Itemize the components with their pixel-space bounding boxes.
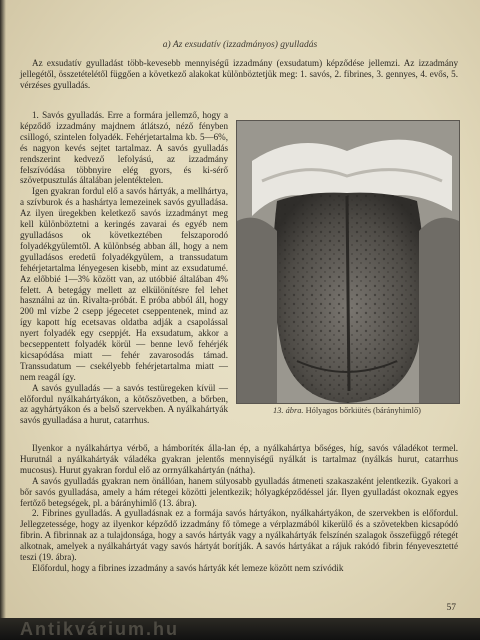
figure-photo <box>236 120 460 404</box>
watermark-text: Antikvárium.hu <box>20 619 180 639</box>
column-paragraph: 1. Savós gyulladás. Erre a formára jellemző, hogy a képződő izzadmány majdnem átlátszó, néző fényben csillogó, szintelen folyadék. Fehérjetartalma kb. 5—6%, és nagyon kevés sejtet tartalmaz. A savós gyulladás rendszerint kedvező lefolyású, az izzadmány felszívódása többnyire elég gyors, és ki-sérő szövetpusztulás általában jelentéktelen. <box>20 110 228 186</box>
body-paragraph: A savós gyulladás gyakran nem önállóan, hanem súlyosabb gyulladás átmeneti szakaszaként jelentkezik. Gyakori a bőr savós gyulladása, amely a hám rétegei közötti jelentkezik; hólyagképződéssel jár. Ilyen gyulladást okoznak egyes fertőző betegségek, pl. a bárányhimlő (13. ábra). <box>20 475 458 508</box>
page-binding-shadow <box>0 0 6 640</box>
intro-paragraph: Az exsudatív gyulladást több-kevesebb mennyiségű izzadmány (exsudatum) képződése jellemzi. Az izzadmány jellegétől, összetételétől függően a következő alakokat különböztetjük meg: 1. savós, 2. fibrines, 3. gennyes, 4. evős, 5. vérzéses gyulladás. <box>20 58 458 90</box>
intro-paragraph-block <box>20 58 458 91</box>
page-number: 57 <box>446 603 456 613</box>
body-paragraph: Ilyenkor a nyálkahártya vérbő, a hámborítéк álla-lan ép, a nyálkahártya bőséges, híg, savós váladékot termel. Hurutnál a nyálkahártyák váladéka gyakran jelentős mennyiségű nyálkát is tartalmaz (nyálkás hurut, catarrhus mucosus). Hurut gyakran fordul elő az orrnyálkahártyán (nátha). <box>20 443 458 475</box>
left-column <box>20 110 228 426</box>
figure-caption-text: Hólyagos bőrkiütés (bárányhimlő) <box>305 406 421 415</box>
back-with-rash-image <box>237 121 459 403</box>
body-paragraph: 2. Fibrines gyulladás. A gyulladásnak ez a formája savós hártyákon, nyálkahártyákon, de szervekben is előfordul. Jellegzetessége, hogy az ilyenkor képződő izzadmány fő tömege a vérplazmából kikerülő és a szövetekben kicsapódó fibrin. A fibrinnak az a tulajdonsága, hogy a savós hártyák vagy a nyálkahártyák felszínén szalagok összefüggő rétegét alkotnak, amelyek a nyálkahártyát vagy savós hártyát borítják. A savós hártyákat a rájuk rakódó fibrin fényevesztetté teszi (19. ábra). <box>20 508 458 563</box>
figure-number: 13. ábra. <box>273 406 304 415</box>
lower-text-block <box>20 443 458 574</box>
figure-caption <box>236 406 458 416</box>
column-paragraph: Igen gyakran fordul elő a savós hártyák, a mellhártya, a szívburok és a hashártya lemezeinek savós gyulladása. Az ilyen üregekben keletkező savós izzadmányt meg kell különböztetni a keringés zavarai és egyéb nem gyulladásos ok következtében felszaporodó folyadékgyülemtől. A különbség abban áll, hogy a nem gyulladásos eredetű folyadékgyülem, a transsudatum fehérjetartalma lényegesen kisebb, mint az exsudatumé. Az előbbié 1—3% között van, az utóbbié általában 4% felett. A betegágy mellett az elkülönítésre fel lehet használni az ún. Rivalta-próbát. E próba abból áll, hogy 200 ml vízbe 2 csepp jégecetet cseppentenek, mind az így kapott híg ecetsavas oldatba adják a csapolással nyert folyadék egy cseppjét. Ha exsudatum, akkor a becseppentett folyadék körül — benne levő fehérjék kicsapódása miatt — fehér zavarosodás támad. Transsudatum — csekélyebb fehérjetartalma miatt — nem reagál így. <box>20 186 228 382</box>
section-heading: a) Az exsudatív (izzadmányos) gyulladás <box>162 40 318 50</box>
body-paragraph: Előfordul, hogy a fibrines izzadmány a savós hártyák két lemeze között nem szívódik <box>32 562 344 573</box>
column-paragraph: A savós gyulladás — a savós testüregeken kívül — előfordul nyálkahártyákon, a kötőszövetben, a bőrben, az agyhártyákon és a belső szervekben. A nyálkahártyák savós gyulladása a hurut, catarrhus. <box>20 382 228 426</box>
